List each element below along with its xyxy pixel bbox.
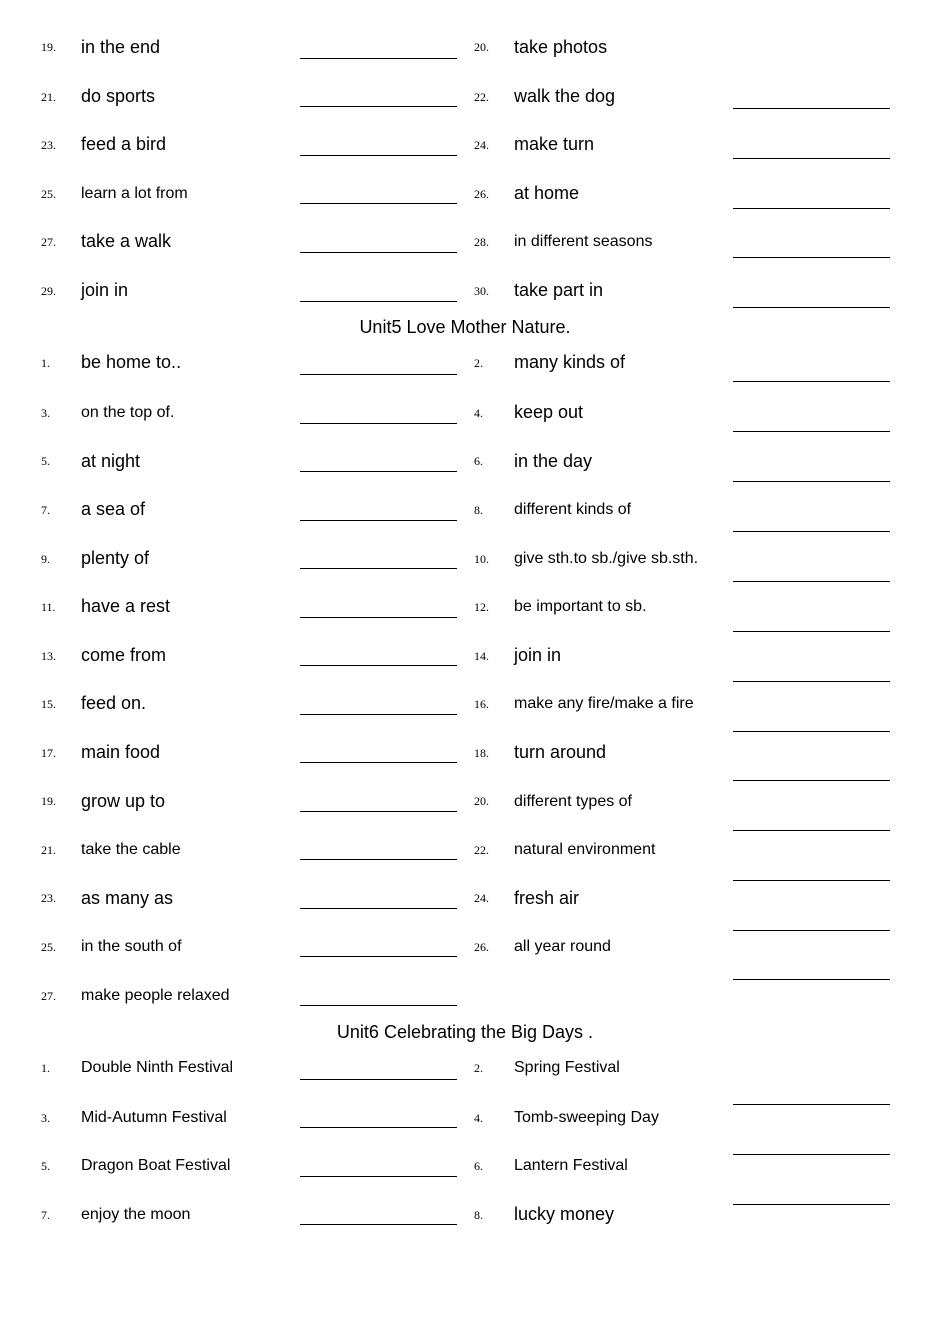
item-number: 13. — [41, 649, 56, 663]
phrase: do sports — [81, 86, 156, 106]
item-number: 2. — [474, 356, 483, 370]
answer-blank[interactable] — [733, 531, 890, 532]
phrase: make people relaxed — [81, 987, 230, 1004]
answer-blank[interactable] — [300, 374, 457, 375]
answer-blank[interactable] — [733, 1204, 890, 1205]
item-number: 1. — [41, 1061, 50, 1075]
phrase: Double Ninth Festival — [81, 1059, 234, 1076]
item-number: 2. — [474, 1061, 483, 1075]
answer-blank[interactable] — [300, 203, 457, 204]
phrase: different kinds of — [514, 501, 632, 518]
phrase: in the day — [514, 451, 593, 471]
item-number: 25. — [41, 187, 56, 201]
answer-blank[interactable] — [733, 307, 890, 308]
phrase: keep out — [514, 402, 584, 422]
item-number: 27. — [41, 989, 56, 1003]
answer-blank[interactable] — [300, 617, 457, 618]
phrase: Tomb-sweeping Day — [514, 1109, 659, 1126]
item-number: 19. — [41, 794, 56, 808]
answer-blank[interactable] — [300, 811, 457, 812]
answer-blank[interactable] — [733, 208, 890, 209]
answer-blank[interactable] — [300, 956, 457, 957]
phrase: natural environment — [514, 841, 656, 858]
item-number: 5. — [41, 454, 50, 468]
answer-blank[interactable] — [300, 423, 457, 424]
phrase: Spring Festival — [514, 1059, 620, 1076]
answer-blank[interactable] — [300, 1176, 457, 1177]
item-number: 4. — [474, 1111, 483, 1125]
phrase: lucky money — [514, 1204, 615, 1224]
item-number: 8. — [474, 503, 483, 517]
item-number: 15. — [41, 697, 56, 711]
item-number: 6. — [474, 1159, 483, 1173]
item-number: 21. — [41, 90, 56, 104]
item-number: 17. — [41, 746, 56, 760]
answer-blank[interactable] — [300, 714, 457, 715]
phrase: Mid-Autumn Festival — [81, 1109, 227, 1126]
phrase: grow up to — [81, 791, 166, 811]
item-number: 21. — [41, 843, 56, 857]
item-number: 22. — [474, 90, 489, 104]
phrase: turn around — [514, 742, 607, 762]
answer-blank[interactable] — [300, 301, 457, 302]
answer-blank[interactable] — [733, 431, 890, 432]
item-number: 7. — [41, 1208, 50, 1222]
answer-blank[interactable] — [300, 252, 457, 253]
item-number: 1. — [41, 356, 50, 370]
phrase: make turn — [514, 134, 595, 154]
item-number: 20. — [474, 40, 489, 54]
phrase: all year round — [514, 938, 611, 955]
item-number: 23. — [41, 891, 56, 905]
item-number: 18. — [474, 746, 489, 760]
phrase: at home — [514, 183, 580, 203]
item-number: 26. — [474, 940, 489, 954]
item-number: 24. — [474, 138, 489, 152]
phrase: join in — [514, 645, 562, 665]
item-number: 4. — [474, 406, 483, 420]
phrase: join in — [81, 280, 129, 300]
phrase: on the top of. — [81, 404, 175, 421]
phrase: in the end — [81, 37, 161, 57]
phrase: have a rest — [81, 596, 171, 616]
answer-blank[interactable] — [300, 106, 457, 107]
item-number: 14. — [474, 649, 489, 663]
answer-blank[interactable] — [300, 568, 457, 569]
answer-blank[interactable] — [300, 1079, 457, 1080]
item-number: 7. — [41, 503, 50, 517]
answer-blank[interactable] — [733, 631, 890, 632]
phrase: take photos — [514, 37, 608, 57]
phrase: be important to sb. — [514, 598, 647, 615]
phrase: learn a lot from — [81, 185, 188, 202]
phrase: walk the dog — [514, 86, 616, 106]
answer-blank[interactable] — [300, 859, 457, 860]
phrase: give sth.to sb./give sb.sth. — [514, 550, 699, 567]
phrase: make any fire/make a fire — [514, 695, 694, 712]
answer-blank[interactable] — [733, 108, 890, 109]
item-number: 23. — [41, 138, 56, 152]
answer-blank[interactable] — [733, 581, 890, 582]
item-number: 5. — [41, 1159, 50, 1173]
phrase: be home to.. — [81, 352, 182, 372]
phrase: many kinds of — [514, 352, 626, 372]
phrase: fresh air — [514, 888, 580, 908]
item-number: 12. — [474, 600, 489, 614]
phrase: take the cable — [81, 841, 181, 858]
answer-blank[interactable] — [300, 908, 457, 909]
phrase: enjoy the moon — [81, 1206, 191, 1223]
phrase: in the south of — [81, 938, 182, 955]
phrase: feed a bird — [81, 134, 167, 154]
phrase: in different seasons — [514, 233, 653, 250]
answer-blank[interactable] — [733, 381, 890, 382]
unit5-title: Unit5 Love Mother Nature. — [359, 317, 571, 337]
item-number: 8. — [474, 1208, 483, 1222]
answer-blank[interactable] — [300, 471, 457, 472]
item-number: 29. — [41, 284, 56, 298]
answer-blank[interactable] — [733, 681, 890, 682]
phrase: take a walk — [81, 231, 172, 251]
item-number: 6. — [474, 454, 483, 468]
item-number: 10. — [474, 552, 489, 566]
answer-blank[interactable] — [733, 979, 890, 980]
item-number: 25. — [41, 940, 56, 954]
answer-blank[interactable] — [733, 930, 890, 931]
answer-blank[interactable] — [300, 520, 457, 521]
item-number: 16. — [474, 697, 489, 711]
unit6-title: Unit6 Celebrating the Big Days . — [336, 1022, 594, 1042]
item-number: 20. — [474, 794, 489, 808]
phrase: a sea of — [81, 499, 146, 519]
phrase: as many as — [81, 888, 174, 908]
phrase: Lantern Festival — [514, 1157, 628, 1174]
answer-blank[interactable] — [300, 155, 457, 156]
item-number: 22. — [474, 843, 489, 857]
item-number: 28. — [474, 235, 489, 249]
answer-blank[interactable] — [733, 880, 890, 881]
phrase: main food — [81, 742, 161, 762]
item-number: 3. — [41, 406, 50, 420]
answer-blank[interactable] — [733, 481, 890, 482]
item-number: 19. — [41, 40, 56, 54]
phrase: Dragon Boat Festival — [81, 1157, 231, 1174]
item-number: 11. — [41, 600, 56, 614]
answer-blank[interactable] — [733, 830, 890, 831]
item-number: 27. — [41, 235, 56, 249]
answer-blank[interactable] — [300, 1224, 457, 1225]
answer-blank[interactable] — [300, 762, 457, 763]
item-number: 9. — [41, 552, 50, 566]
phrase: at night — [81, 451, 141, 471]
phrase: different types of — [514, 793, 632, 810]
answer-blank[interactable] — [300, 1005, 457, 1006]
item-number: 30. — [474, 284, 489, 298]
phrase: feed on. — [81, 693, 147, 713]
answer-blank[interactable] — [300, 665, 457, 666]
answer-blank[interactable] — [733, 1104, 890, 1105]
answer-blank[interactable] — [733, 257, 890, 258]
item-number: 3. — [41, 1111, 50, 1125]
answer-blank[interactable] — [733, 731, 890, 732]
answer-blank[interactable] — [300, 1127, 457, 1128]
phrase: plenty of — [81, 548, 150, 568]
phrase: take part in — [514, 280, 604, 300]
answer-blank[interactable] — [300, 58, 457, 59]
answer-blank[interactable] — [733, 1154, 890, 1155]
item-number: 26. — [474, 187, 489, 201]
phrase: come from — [81, 645, 167, 665]
answer-blank[interactable] — [733, 158, 890, 159]
answer-blank[interactable] — [733, 780, 890, 781]
item-number: 24. — [474, 891, 489, 905]
